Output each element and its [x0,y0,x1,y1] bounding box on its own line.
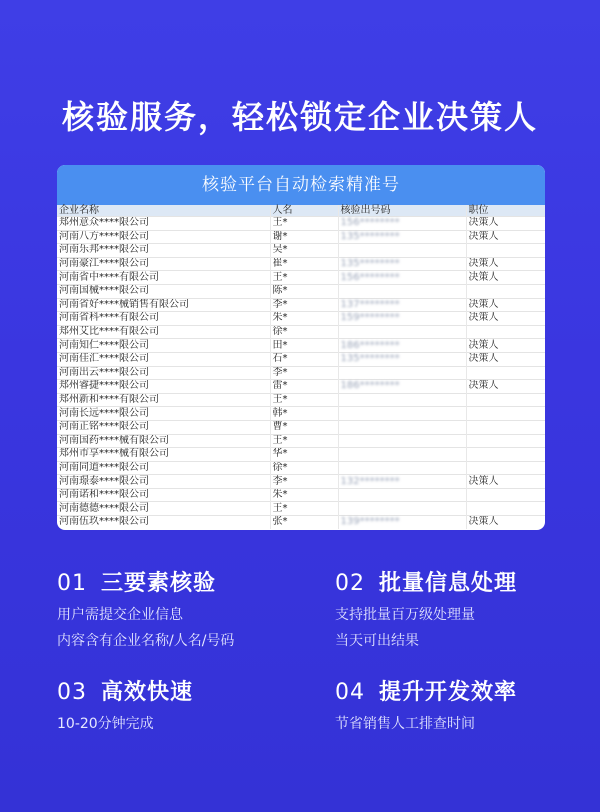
table-cell-phone: 135******** [338,352,466,366]
table-cell-phone: 156******** [338,271,466,285]
table-cell-name: 田* [270,339,338,353]
verification-table-card [57,165,545,530]
table-cell-phone: 135******** [338,230,466,244]
table-cell-name: 李* [270,366,338,380]
table-row [57,271,545,285]
table-cell-phone: 132******** [338,475,466,489]
table-cell-company: 河南乐邦****限公司 [57,244,270,258]
feature-4 [335,675,517,732]
feature-description: 节省销售人工排查时间 [335,716,475,732]
table-row [57,312,545,326]
table-cell-phone: 186******** [338,380,466,394]
table-row [57,339,545,353]
table-cell-position: 决策人 [466,230,545,244]
table-cell-phone: 137******** [338,298,466,312]
table-cell-phone: 139******** [338,516,466,529]
table-cell-position [466,284,545,298]
table-cell-name: 陈* [270,284,338,298]
table-row [57,516,545,529]
table-cell-name: 朱* [270,488,338,502]
table-cell-phone [338,434,466,448]
table-row [57,475,545,489]
table-row [57,393,545,407]
table-cell-phone: 186******** [338,339,466,353]
table-cell-name: 华* [270,448,338,462]
table-cell-company: 河南正铭****限公司 [57,420,270,434]
table-cell-company: 郑州睿捷****限公司 [57,380,270,394]
table-row [57,461,545,475]
table-cell-position [466,366,545,380]
table-cell-name: 崔* [270,257,338,271]
feature-title: 高效快速 [101,680,194,705]
table-cell-position [466,461,545,475]
table-cell-name: 吴* [270,244,338,258]
table-row [57,488,545,502]
table-cell-company: 河南出云****限公司 [57,366,270,380]
table-cell-position [466,502,545,516]
table-cell-company: 河南长远****限公司 [57,407,270,421]
table-row [57,298,545,312]
table-cell-company: 河南知仁****限公司 [57,339,270,353]
table-cell-name: 王* [270,217,338,231]
table-cell-phone: 156******** [338,217,466,231]
table-cell-phone [338,461,466,475]
feature-1 [57,566,234,649]
table-cell-name: 王* [270,434,338,448]
column-header-position: 职位 [466,205,545,217]
table-cell-name: 石* [270,352,338,366]
table-cell-name: 曹* [270,420,338,434]
table-cell-position [466,393,545,407]
column-header-name: 人名 [270,205,338,217]
table-cell-position: 决策人 [466,339,545,353]
feature-3 [57,675,193,732]
table-cell-phone [338,448,466,462]
feature-description: 支持批量百万级处理量 [335,607,475,623]
feature-number: 01 [57,571,87,596]
table-cell-position: 决策人 [466,312,545,326]
table-cell-company: 河南国械****限公司 [57,284,270,298]
feature-number: 03 [57,680,87,705]
table-cell-company: 河南八方****限公司 [57,230,270,244]
table-cell-position [466,244,545,258]
table-cell-name: 雷* [270,380,338,394]
table-cell-phone [338,502,466,516]
table-cell-position: 决策人 [466,271,545,285]
table-cell-company: 河南佳汇****限公司 [57,352,270,366]
table-cell-phone [338,366,466,380]
table-cell-name: 韩* [270,407,338,421]
table-row [57,448,545,462]
feature-description: 内容含有企业名称/人名/号码 [57,633,235,649]
feature-description: 10-20分钟完成 [57,716,154,732]
feature-title: 三要素核验 [101,571,217,596]
table-cell-position: 决策人 [466,298,545,312]
table-row [57,420,545,434]
table-cell-position: 决策人 [466,380,545,394]
table-cell-position [466,434,545,448]
table-cell-name: 张* [270,516,338,529]
table-cell-name: 朱* [270,312,338,326]
table-row [57,284,545,298]
table-cell-phone [338,244,466,258]
table-cell-name: 王* [270,393,338,407]
feature-number: 02 [335,571,365,596]
feature-number: 04 [335,680,365,705]
table-row [57,380,545,394]
table-row [57,230,545,244]
table-cell-phone [338,488,466,502]
table-cell-company: 河南省科****有限公司 [57,312,270,326]
table-cell-company: 河南豪江****限公司 [57,257,270,271]
table-cell-company: 河南伍玖****限公司 [57,516,270,529]
table-cell-company: 河南省中****有限公司 [57,271,270,285]
table-cell-name: 李* [270,298,338,312]
table-cell-company: 河南国药****械有限公司 [57,434,270,448]
table-row [57,352,545,366]
feature-2 [335,566,517,649]
table-cell-position: 决策人 [466,352,545,366]
feature-title: 提升开发效率 [379,680,518,705]
table-row [57,244,545,258]
table-cell-name: 徐* [270,461,338,475]
table-row [57,325,545,339]
table-row [57,407,545,421]
table-cell-phone [338,420,466,434]
table-cell-company: 郑州艾比****有限公司 [57,325,270,339]
table-cell-company: 河南省好****械销售有限公司 [57,298,270,312]
table-cell-position [466,325,545,339]
feature-description: 当天可出结果 [335,633,419,649]
table-cell-company: 郑州市享****械有限公司 [57,448,270,462]
table-cell-position [466,448,545,462]
table-cell-name: 王* [270,271,338,285]
table-cell-company: 河南璟泰****限公司 [57,475,270,489]
table-cell-phone [338,284,466,298]
table-row [57,257,545,271]
table-cell-position: 决策人 [466,475,545,489]
table-cell-company: 郑州意众****限公司 [57,217,270,231]
table-cell-position: 决策人 [466,217,545,231]
table-row [57,434,545,448]
table-cell-company: 河南诺和****限公司 [57,488,270,502]
table-cell-company: 河南同道****限公司 [57,461,270,475]
column-header-company: 企业名称 [57,205,270,217]
table-cell-position: 决策人 [466,257,545,271]
table-cell-position [466,420,545,434]
feature-title: 批量信息处理 [379,571,518,596]
table-cell-phone [338,407,466,421]
table-cell-phone [338,393,466,407]
table-cell-position: 决策人 [466,516,545,529]
table-cell-name: 王* [270,502,338,516]
table-cell-position [466,488,545,502]
table-cell-company: 河南德德****限公司 [57,502,270,516]
table-cell-name: 徐* [270,325,338,339]
table-cell-position [466,407,545,421]
table-row [57,217,545,231]
table-cell-phone: 135******** [338,257,466,271]
table-cell-phone: 159******** [338,312,466,326]
table-cell-phone [338,325,466,339]
verification-table [57,205,545,529]
table-row [57,366,545,380]
table-cell-company: 郑州新和****有限公司 [57,393,270,407]
column-header-phone: 核验出号码 [338,205,466,217]
table-cell-name: 谢* [270,230,338,244]
card-title: 核验平台自动检索精准号 [57,165,545,205]
table-cell-name: 李* [270,475,338,489]
feature-description: 用户需提交企业信息 [57,607,183,623]
table-header-row [57,205,545,217]
table-row [57,502,545,516]
page-headline: 核验服务，轻松锁定企业决策人 [61,98,538,136]
